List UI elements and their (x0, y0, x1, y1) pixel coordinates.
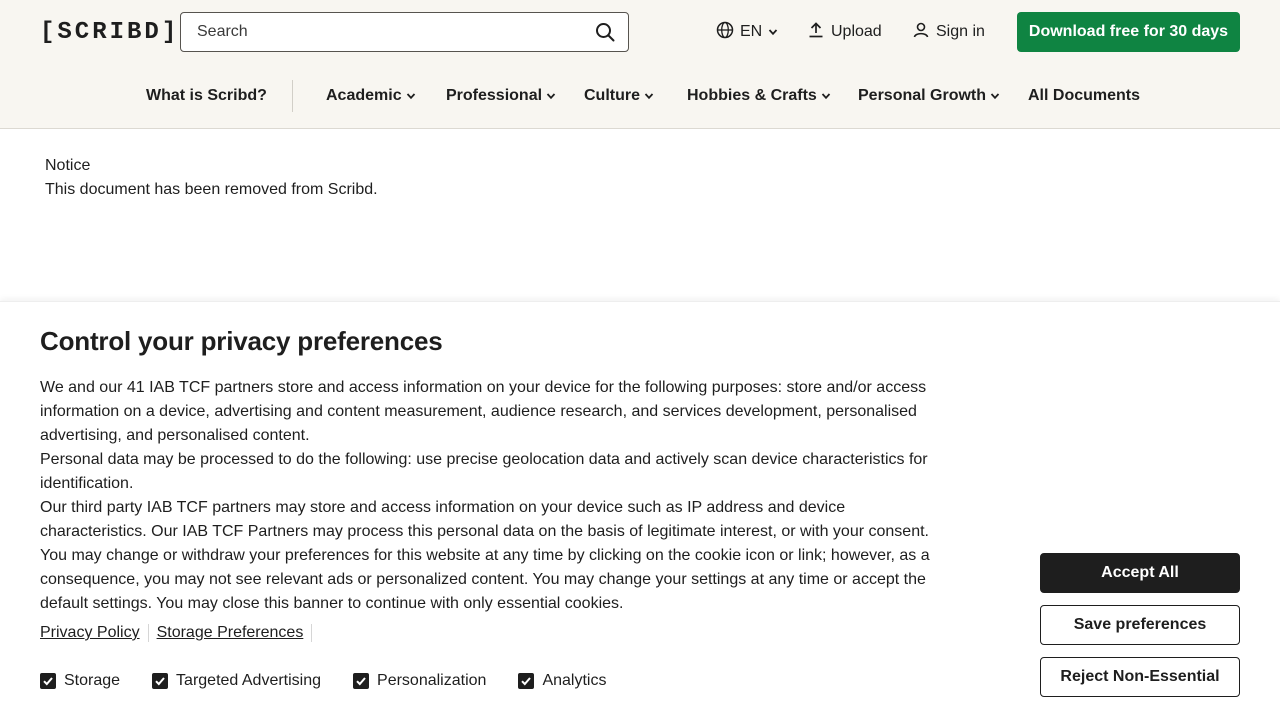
nav-item-personal-growth[interactable]: Personal Growth (858, 80, 1000, 112)
privacy-paragraph: Personal data may be processed to do the following: use precise geolocation data and actively scan device characteristics for identification. (40, 451, 928, 492)
sign-in-button[interactable] (912, 12, 985, 52)
nav-item-hobbies-crafts[interactable]: Hobbies & Crafts (687, 80, 831, 112)
notice-message: This document has been removed from Scribd. (45, 181, 378, 198)
chevron-down-icon (546, 91, 556, 101)
link-divider (311, 624, 312, 642)
link-divider (148, 624, 149, 642)
checkbox-checked-icon[interactable] (353, 673, 369, 689)
consent-checkboxes (40, 672, 638, 690)
removed-notice (45, 154, 378, 202)
upload-button[interactable] (807, 12, 882, 52)
privacy-paragraph: We and our 41 IAB TCF partners store and access information on your device for the following purposes: store and/or access information on a device, advertising and content measurement, audience research, and services development, personalised advertising, and personalised content. (40, 379, 927, 444)
upload-icon (807, 21, 825, 44)
nav-item-professional[interactable]: Professional (446, 80, 556, 112)
privacy-heading: Control your privacy preferences (40, 326, 443, 356)
checkbox-label: Targeted Advertising (176, 672, 322, 689)
save-preferences-button[interactable]: Save preferences (1040, 605, 1240, 645)
upload-label: Upload (831, 23, 882, 40)
sign-in-label: Sign in (936, 23, 985, 40)
chevron-down-icon (406, 91, 416, 101)
chevron-down-icon (644, 91, 654, 101)
checkbox-targeted-advertising[interactable] (152, 672, 321, 690)
nav-item-all-documents[interactable]: All Documents (1028, 87, 1141, 104)
logo-text: SCRIBD (57, 18, 162, 46)
checkbox-checked-icon[interactable] (518, 673, 534, 689)
chevron-down-icon (768, 27, 778, 37)
chevron-down-icon (821, 91, 831, 101)
privacy-policy-link[interactable]: Privacy Policy (40, 624, 140, 641)
language-selector[interactable] (716, 12, 778, 52)
storage-preferences-link[interactable]: Storage Preferences (156, 624, 304, 641)
checkbox-label: Personalization (377, 672, 487, 689)
nav-item-what-is-scribd[interactable]: What is Scribd? (146, 87, 267, 104)
checkbox-checked-icon[interactable] (152, 673, 168, 689)
checkbox-label: Storage (64, 672, 121, 689)
nav-item-academic[interactable]: Academic (326, 80, 416, 112)
checkbox-checked-icon[interactable] (40, 673, 56, 689)
chevron-down-icon (990, 91, 1000, 101)
checkbox-personalization[interactable] (353, 672, 486, 690)
reject-non-essential-button[interactable]: Reject Non-Essential (1040, 657, 1240, 697)
nav-item-culture[interactable]: Culture (584, 80, 654, 112)
nav-divider (292, 80, 293, 112)
download-free-button[interactable]: Download free for 30 days (1017, 12, 1240, 52)
globe-icon (716, 21, 734, 44)
privacy-banner (0, 301, 1280, 720)
scribd-logo[interactable]: [ SCRIBD ] (40, 18, 180, 46)
privacy-links (40, 624, 320, 642)
checkbox-storage[interactable] (40, 672, 120, 690)
user-icon (912, 21, 930, 44)
checkbox-analytics[interactable] (518, 672, 606, 690)
privacy-description (40, 376, 940, 616)
accept-all-button[interactable]: Accept All (1040, 553, 1240, 593)
site-header (0, 0, 1280, 129)
search-input[interactable] (197, 23, 594, 41)
language-label: EN (740, 23, 763, 40)
category-nav (0, 80, 1280, 112)
checkbox-label: Analytics (542, 672, 607, 689)
notice-title: Notice (45, 157, 91, 174)
search-box (180, 12, 629, 52)
privacy-paragraph: Our third party IAB TCF partners may store and access information on your device such as IP address and device characteristics. Our IAB TCF Partners may process this personal data on the basis of legitimate interest, or with your consent. You may change or withdraw your preferences for this website at any time by clicking on the cookie icon or link; however, as a consequence, you may not see relevant ads or personalized content. You may change your settings at any time or accept the default settings. You may close this banner to continue with only essential cookies. (40, 499, 930, 612)
search-icon[interactable] (594, 21, 616, 43)
